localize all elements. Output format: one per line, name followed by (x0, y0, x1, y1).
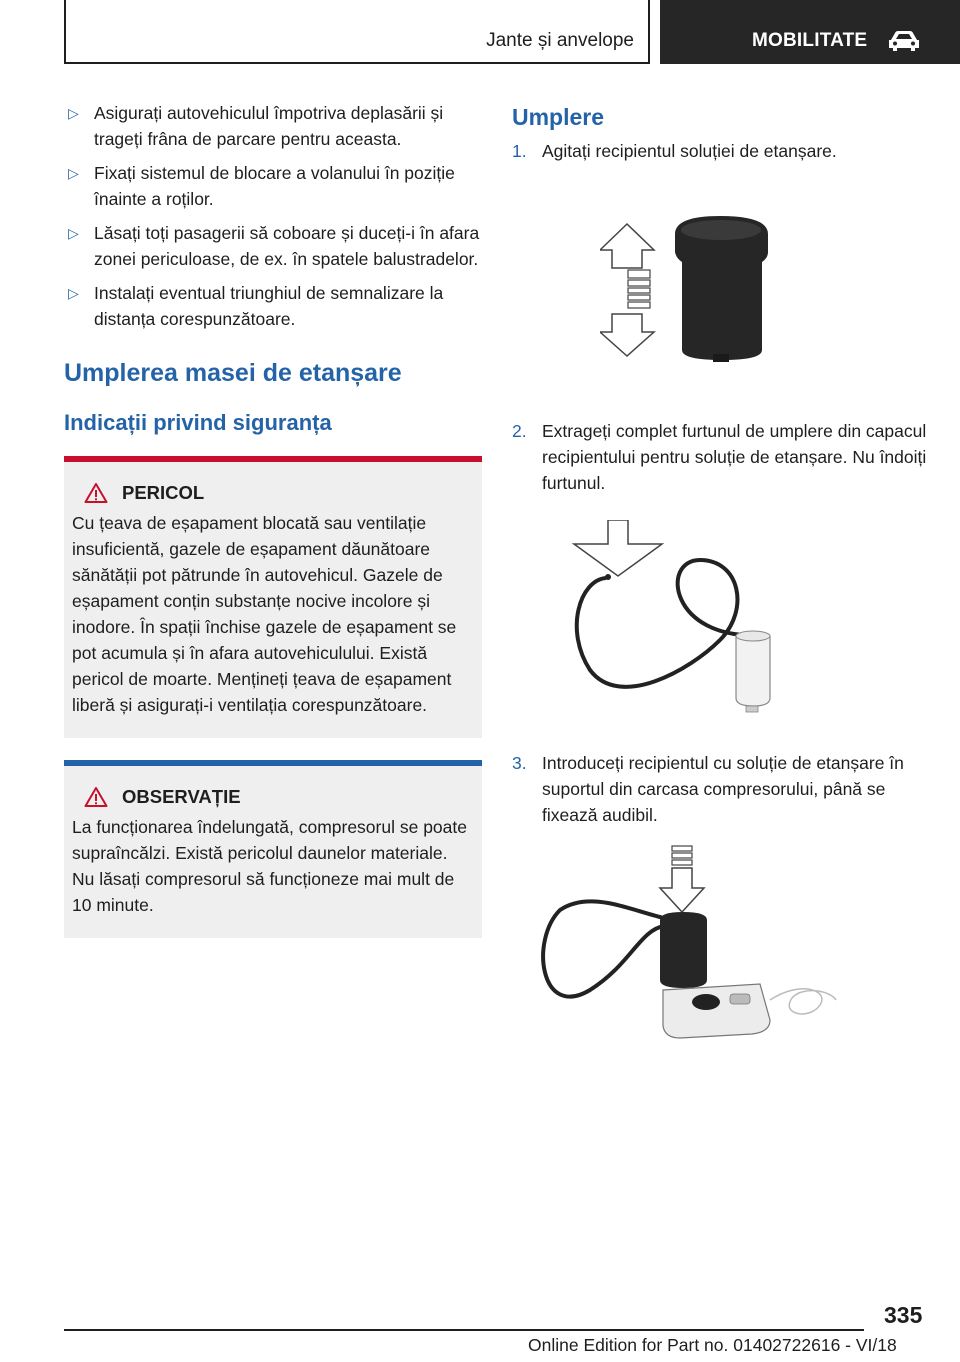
bullet-item: ▷ Asigurați autovehiculul împotriva deplasării și trageți frâna de parcare pentru aceasta. (64, 100, 482, 152)
bullet-triangle-icon: ▷ (68, 285, 79, 301)
insert-container-compressor-illustration (530, 840, 840, 1060)
bullet-item: ▷ Lăsați toți pasagerii să coboare și duceți-i în afara zonei periculoase, de ex. în spatele balustradelor. (64, 220, 482, 272)
section-heading: Umplerea masei de etanșare (64, 359, 402, 387)
step-3-block (512, 750, 932, 828)
danger-text: Cu țeava de eșapament blocată sau ventilație insuficientă, gazele de eșapament dăunătoare sănătății pot pătrunde în autovehicul. Gazele de eșapament conțin substanțe nocive incolore și inodore. În spații închise gazele de eșapament se pot acumula și în afara autovehiculului. Există pericol de moarte. Mențineți țeava de eșapament liberă și asigurați-i ventilația corespunzătoare. (72, 513, 457, 715)
car-icon (886, 29, 922, 53)
right-column (512, 100, 932, 164)
warning-triangle-icon (84, 482, 108, 504)
header-section-box (660, 0, 960, 64)
bullet-item: ▷ Instalați eventual triunghiul de semnalizare la distanța corespunzătoare. (64, 280, 482, 332)
step-text: Introduceți recipientul cu soluție de etanșare în suportul din carcasa compresorului, până se fixează audibil. (542, 753, 904, 825)
notice-title: OBSERVAȚIE (84, 786, 472, 808)
footer-divider (64, 1329, 864, 1331)
page-number: 335 (884, 1302, 923, 1328)
step-number: 1. (512, 141, 527, 161)
step-item (512, 750, 932, 828)
step-2-block (512, 418, 932, 496)
shake-container-illustration (600, 210, 790, 370)
filling-heading: Umplere (512, 104, 605, 130)
notice-box (64, 760, 482, 938)
safety-subheading: Indicații privind siguranța (64, 410, 332, 435)
chapter-title: Jante și anvelope (486, 30, 634, 51)
left-column (64, 100, 482, 938)
step-number: 2. (512, 421, 527, 441)
bullet-triangle-icon: ▷ (68, 105, 79, 121)
step-item (512, 138, 932, 164)
edition-text: Online Edition for Part no. 01402722616 - VI/18 (528, 1335, 897, 1355)
step-number: 3. (512, 753, 527, 773)
bullet-triangle-icon: ▷ (68, 165, 79, 181)
extract-hose-illustration (570, 520, 800, 720)
step-text: Agitați recipientul soluției de etanșare. (542, 141, 837, 161)
step-text: Extrageți complet furtunul de umplere din capacul recipientului pentru soluție de etanșare. Nu îndoiți furtunul. (542, 421, 927, 493)
bullet-item: ▷ Fixați sistemul de blocare a volanului în poziție înainte a roților. (64, 160, 482, 212)
danger-title: PERICOL (84, 482, 472, 504)
bullet-triangle-icon: ▷ (68, 225, 79, 241)
step-item (512, 418, 932, 496)
danger-box (64, 456, 482, 738)
section-title: MOBILITATE (752, 30, 868, 51)
warning-triangle-icon (84, 786, 108, 808)
header-chapter-box (64, 0, 650, 64)
notice-text: La funcționarea îndelungată, compresorul se poate supraîncălzi. Există pericolul daunelor materiale. Nu lăsați compresorul să funcționeze mai mult de 10 minute. (72, 817, 467, 915)
